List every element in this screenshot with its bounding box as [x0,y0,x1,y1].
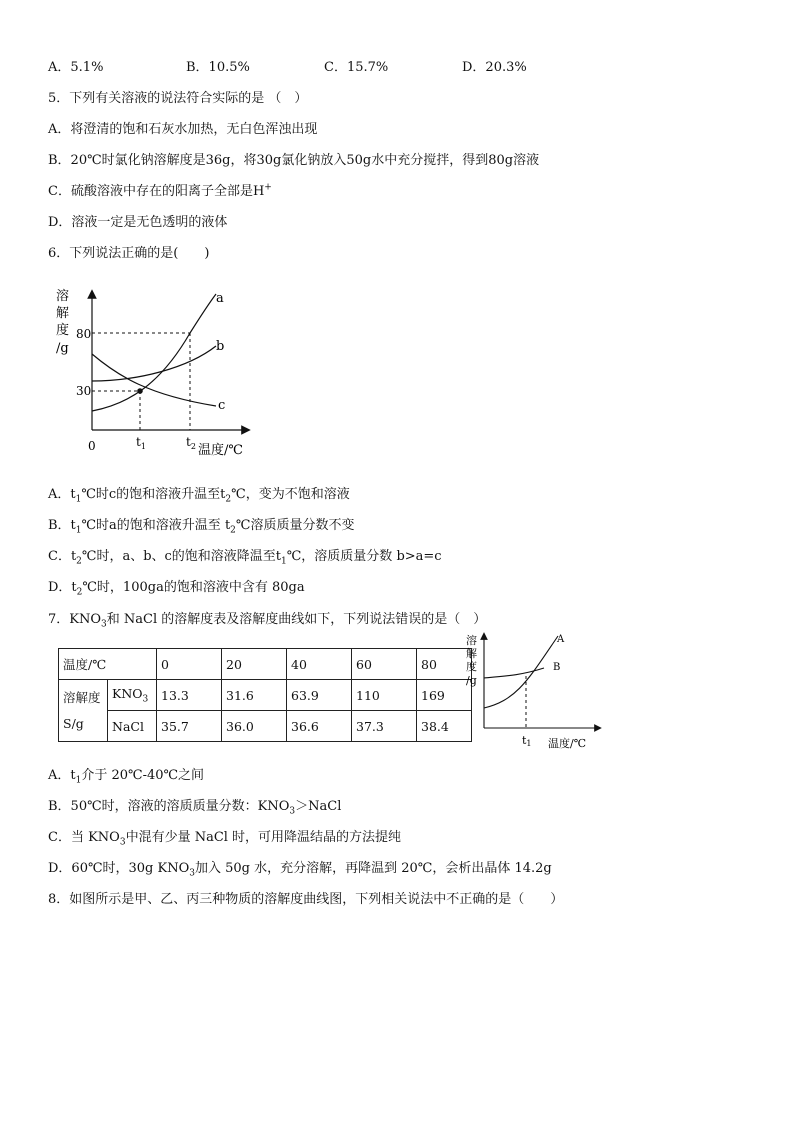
table-cell: 35.7 [157,711,222,742]
table-cell: 37.3 [352,711,417,742]
q6-stem: 6．下列说法正确的是( ) [48,246,210,261]
q6-ytick-80: 80 [76,327,92,341]
q7-solubility-table [58,648,472,742]
q6-curve-a [92,294,216,411]
q5-stem: 5．下列有关溶液的说法符合实际的是 （ ） [48,91,308,106]
q7-solubility-chart [462,630,602,752]
q6-t1: $t_1$ [136,435,146,451]
q5-option-a: A．将澄清的饱和石灰水加热，无白色浑浊出现 [48,122,318,137]
q6-ylabel-1: 溶 [56,289,70,304]
q6-ylabel-2: 解 [56,306,70,321]
q4-option-a: A．5.1% [48,60,104,75]
q6-ytick-30: 30 [76,384,92,398]
table-cell: 80 [417,649,472,680]
table-header-temp: 温度/℃ [59,649,157,680]
q7-option-a: A．$t_1$介于 20℃-40℃之间 [48,768,205,786]
q7-ylabel-4: /g [466,674,477,687]
q4-options [0,56,794,74]
q7-stem: 7．$KNO_3$和 NaCl 的溶解度表及溶解度曲线如下，下列说法错误的是（ ） [48,612,487,630]
q7-ylabel-2: 解 [466,647,477,660]
q7-option-b: B．50℃时，溶液的溶质质量分数：$KNO_3>NaCl$ [48,799,342,817]
q4-option-d: D．20.3% [462,60,527,75]
table-row [59,649,472,680]
q6-ylabel-4: /g [56,341,69,356]
table-cell: 169 [417,680,472,711]
table-cell: 36.0 [222,711,287,742]
table-label-nacl: NaCl [108,711,157,742]
table-cell: 110 [352,680,417,711]
q7-t1: t1 [522,734,532,748]
q7-xlabel: 温度/℃ [548,737,587,750]
q7-curve-a [484,636,561,708]
table-cell: 0 [157,649,222,680]
table-row-group-label: 溶解度 S/g [59,680,108,742]
q7-ylabel-1: 溶 [466,634,477,647]
q7-label-b: B [553,662,561,673]
table-row [59,711,472,742]
q6-t2: $t_2$ [186,435,196,451]
q7-option-c: C．当 $KNO_3$中混有少量 NaCl 时，可用降温结晶的方法提纯 [48,830,402,848]
q6-label-c: c [218,398,226,413]
table-cell: 31.6 [222,680,287,711]
q4-option-b: B．10.5% [186,60,250,75]
table-cell: 60 [352,649,417,680]
q5-option-c: C．硫酸溶液中存在的阳离子全部是H+ [48,182,272,199]
q8-stem: 8．如图所示是甲、乙、丙三种物质的溶解度曲线图，下列相关说法中不正确的是（ ） [48,892,564,907]
q6-label-a: a [216,291,224,306]
table-cell: 36.6 [287,711,352,742]
table-cell: 40 [287,649,352,680]
q4-option-c: C．15.7% [324,60,389,75]
q6-ylabel-3: 度 [56,323,70,338]
q6-label-b: b [216,339,225,354]
q6-curve-b [92,346,216,381]
q6-option-a: A．$t_1℃$时c的饱和溶液升温至$t_2℃$，变为不饱和溶液 [48,487,350,505]
q5-option-d: D．溶液一定是无色透明的液体 [48,215,228,230]
table-label-kno3: $KNO_3$ [108,680,157,711]
q6-intersection-point [137,388,143,394]
q6-option-d: D．$t_2℃$时，100ga的饱和溶液中含有 80ga [48,580,305,598]
q7-label-a: A [557,634,565,645]
q6-option-b: B．$t_1℃$时a的饱和溶液升温至 $t_2℃$溶质质量分数不变 [48,518,355,536]
table-row [59,680,472,711]
q6-origin: 0 [88,439,96,453]
q6-xlabel: 温度/℃ [198,443,243,458]
table-cell: 13.3 [157,680,222,711]
q7-option-d: D．60℃时，30g $KNO_3$加入 50g 水，充分溶解，再降温到 20℃，会析出晶体 14.2g [48,861,552,879]
table-cell: 63.9 [287,680,352,711]
q6-solubility-chart [48,280,258,465]
q6-option-c: C．$t_2℃$时，a、b、c的饱和溶液降温至$t_1℃$，溶质质量分数 b>a=c [48,549,442,567]
table-cell: 38.4 [417,711,472,742]
q7-ylabel-3: 度 [466,660,477,673]
q5-option-b: B．20℃时氯化钠溶解度是36g，将30g氯化钠放入50g水中充分搅拌，得到80g溶液 [48,153,540,168]
table-cell: 20 [222,649,287,680]
